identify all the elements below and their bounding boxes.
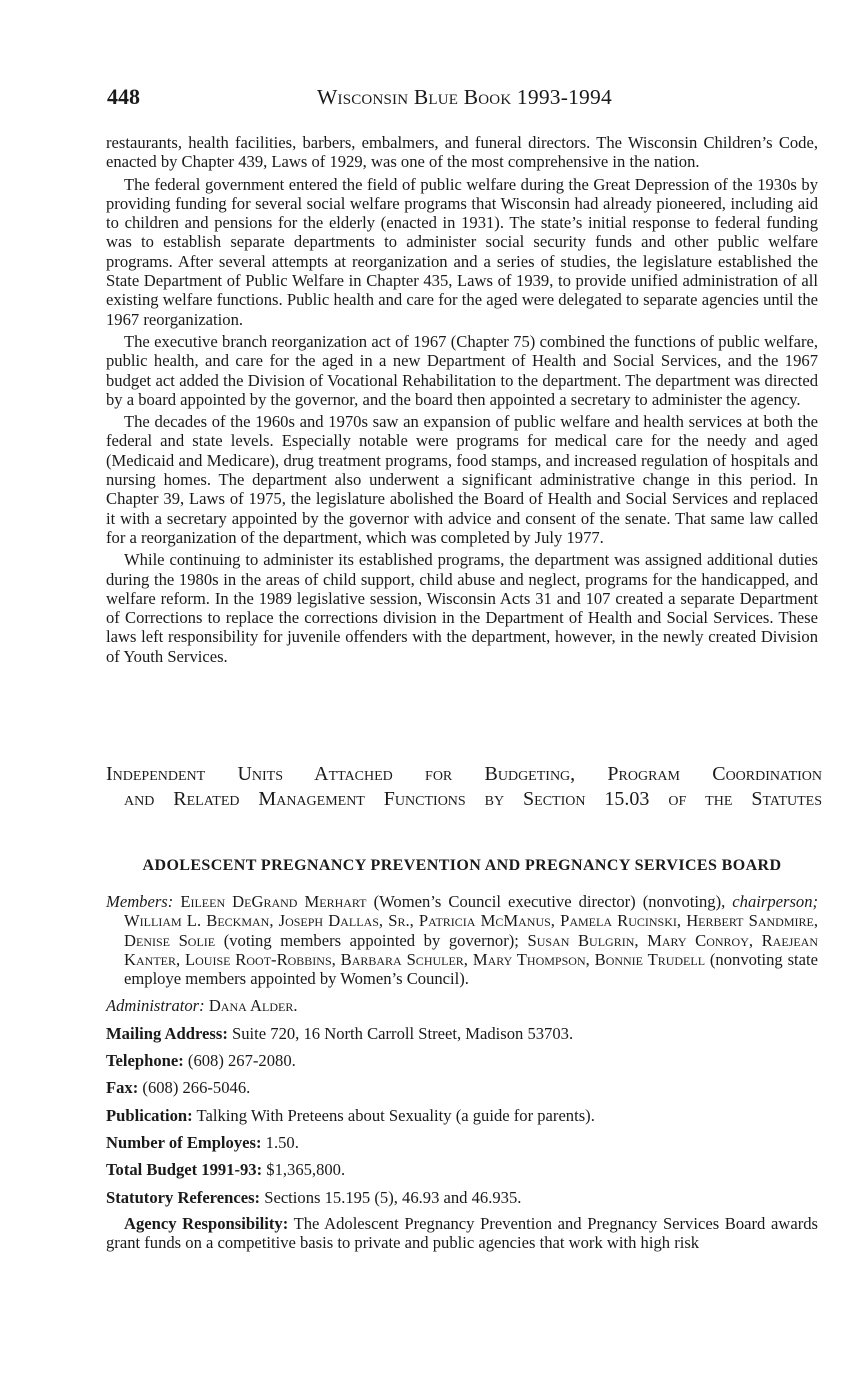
statutory-value: Sections 15.195 (5), 46.93 and 46.935. [264, 1187, 522, 1207]
mailing-address-entry [106, 1024, 818, 1043]
members-entry [106, 892, 818, 988]
mailing-address-label: Mailing Address: [106, 1023, 228, 1043]
member-chair-desc: (Women’s Council executive director) (nonvoting), [373, 892, 726, 911]
publication-value: Talking With Preteens about Sexuality (a guide for parents). [196, 1105, 595, 1125]
page-header [107, 84, 819, 114]
statutory-label: Statutory References: [106, 1187, 261, 1207]
fax-entry [106, 1078, 818, 1097]
board-entries [106, 892, 818, 1252]
paragraph: restaurants, health facilities, barbers, embalmers, and funeral directors. The Wisconsin Children’s Code, enacted by Chapter 439, Laws of 1929, was one of the most comprehensive in the nation. [106, 133, 818, 172]
members-label: Members: [106, 892, 174, 911]
responsibility-entry [106, 1214, 818, 1253]
budget-label: Total Budget 1991-93: [106, 1160, 263, 1180]
paragraph: The decades of the 1960s and 1970s saw an expansion of public welfare and health services at both the federal and state levels. Especially notable were programs for medical care for the needy and aged (Medicaid and Medicare), drug treatment programs, food stamps, and increased regulation of hospitals and nursing homes. The department also underwent a significant administrative change in this period. In Chapter 39, Laws of 1975, the legislature abolished the Board of Health and Social Services and replaced it with a secretary appointed by the governor with advice and consent of the senate. That same law called for a reorganization of the department, which was completed by July 1977. [106, 412, 818, 547]
telephone-label: Telephone: [106, 1051, 184, 1071]
member-chair-name: Eileen DeGrand Merhart [180, 892, 367, 911]
section-heading-line-1: Independent Units Attached for Budgeting, Program Coordination [106, 763, 822, 785]
budget-entry [106, 1160, 818, 1179]
employees-label: Number of Employes: [106, 1132, 262, 1152]
publication-label: Publication: [106, 1105, 193, 1125]
section-heading-line-2: and Related Management Functions by Section 15.03 of the Statutes [124, 788, 822, 810]
mailing-address-value: Suite 720, 16 North Carroll Street, Madison 53703. [232, 1023, 574, 1043]
administrator-name: Dana Alder. [208, 996, 298, 1016]
statutory-entry [106, 1188, 818, 1207]
fax-value: (608) 266-5046. [142, 1078, 251, 1098]
administrator-entry [106, 996, 818, 1015]
responsibility-value: The Adolescent Pregnancy Prevention and Pregnancy Services Board awards grant funds on a competitive basis to private and public agencies that work with high risk [106, 1213, 818, 1253]
employees-value: 1.50. [265, 1132, 299, 1152]
nonvoting-members: Susan Bulgrin, Mary Conroy, Raejean Kanter, Louise Root-Robbins, Barbara Schuler, Mary Thompson, Bonnie Trudell [124, 930, 819, 969]
nonvoting-members-desc: (nonvoting state employe members appointed by Women’s Council). [124, 949, 818, 989]
budget-value: $1,365,800. [266, 1160, 346, 1180]
administrator-label: Administrator: [106, 996, 205, 1016]
voting-members-desc: (voting members appointed by governor); [223, 930, 519, 950]
page-number: 448 [107, 84, 140, 109]
paragraph: While continuing to administer its established programs, the department was assigned additional duties during the 1980s in the areas of child support, child abuse and neglect, programs for the handicapped, and welfare reform. In the 1989 legislative session, Wisconsin Acts 31 and 107 created a separate Department of Corrections to replace the corrections division in the Department of Health and Social Services. These laws left responsibility for juvenile offenders with the department, however, in the newly created Division of Youth Services. [106, 550, 818, 666]
publication-entry [106, 1106, 818, 1125]
body-text [106, 133, 818, 669]
board-title: ADOLESCENT PREGNANCY PREVENTION AND PREGNANCY SERVICES BOARD [142, 857, 782, 874]
chair-label: chairperson; [732, 892, 819, 911]
section-heading [106, 762, 822, 812]
paragraph: The executive branch reorganization act of 1967 (Chapter 75) combined the functions of public welfare, public health, and care for the aged in a new Department of Health and Social Services, and the 1967 budget act added the Division of Vocational Rehabilitation to the department. The department was directed by a board appointed by the governor, and the board then appointed a secretary to administer the agency. [106, 331, 818, 409]
running-title: Wisconsin Blue Book 1993-1994 [317, 85, 612, 109]
telephone-value: (608) 267-2080. [187, 1051, 296, 1071]
responsibility-label: Agency Responsibility: [124, 1213, 289, 1233]
employees-entry [106, 1133, 818, 1152]
paragraph: The federal government entered the field of public welfare during the Great Depression of the 1930s by providing funding for several social welfare programs that Wisconsin had already pioneered, including aid to children and pensions for the elderly (enacted in 1931). The state’s initial response to federal funding was to establish separate departments to administer social security funds and other public welfare programs. After several attempts at reorganization and a series of studies, the legislature established the State Department of Public Welfare in Chapter 435, Laws of 1939, to provide unified administration of all existing welfare functions. Public health and care for the aged were delegated to separate agencies until the 1967 reorganization. [106, 174, 818, 329]
fax-label: Fax: [106, 1078, 139, 1098]
voting-members: William L. Beckman, Joseph Dallas, Sr., Patricia McManus, Pamela Rucinski, Herbert Sandmire, Denise Solie [124, 911, 818, 950]
telephone-entry [106, 1051, 818, 1070]
